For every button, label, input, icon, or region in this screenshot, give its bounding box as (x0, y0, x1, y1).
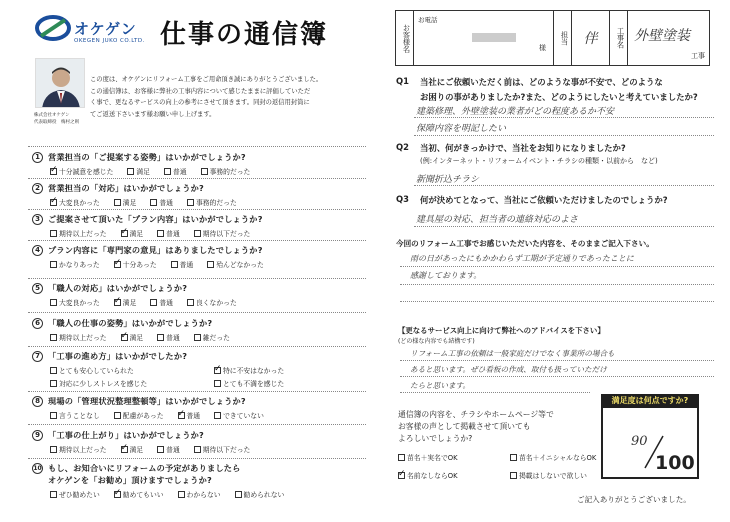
option-3[interactable]: 普通 (171, 259, 194, 269)
option-2[interactable]: ✓ 満足 (121, 228, 144, 238)
divider (28, 424, 366, 425)
option-4[interactable]: 殆んどなかった (207, 259, 264, 269)
right-question-3 (396, 194, 716, 206)
checkbox[interactable] (214, 412, 221, 419)
question-text: 何が決めてとなって、当社にご依頼いただけましたのでしょうか? (420, 195, 668, 205)
customer-info-box (395, 10, 710, 66)
question-text: プラン内容に「専門家の意見」はありましたでしょうか? (48, 245, 263, 255)
company-name: オケゲン (74, 20, 137, 38)
honorific: 様 (539, 44, 546, 52)
advice-heading: 【更なるサービス向上に向けて弊社へのアドバイスを下さい】 (398, 326, 605, 335)
question-10 (32, 463, 298, 499)
score-max: 100 (655, 452, 695, 474)
option-3[interactable]: 普通 (157, 228, 180, 238)
option-3[interactable]: 普通 (150, 297, 173, 307)
impression-answer: 感謝しております。 (410, 271, 482, 280)
impression-answer: 雨の日があったにもかかわらず工期が予定通りであったことに (410, 254, 634, 263)
question-text: 「工事の仕上がり」はいかがでしょうか? (48, 430, 204, 440)
divider (28, 391, 366, 392)
checkbox[interactable] (171, 261, 178, 268)
checkbox[interactable] (178, 491, 185, 498)
checkbox[interactable] (510, 472, 517, 479)
option-1[interactable]: ✓ 十分誠意を感じた (50, 166, 113, 176)
option-4[interactable]: 雑だった (194, 332, 230, 342)
publish-option-2[interactable]: 苗名＋イニシャルならOK (510, 452, 596, 462)
question-number: 7 (32, 351, 43, 362)
question-number: 4 (32, 245, 43, 256)
question-9 (32, 430, 264, 454)
question-text: 「工事の進め方」はいかがでしたか? (48, 351, 188, 361)
question-text-2: お困りの事がありましたか?また、どのようにしたいと考えていましたか? (420, 92, 698, 102)
question-number: 8 (32, 396, 43, 407)
option-4[interactable]: 事務的だった (201, 166, 251, 176)
answer-line (414, 226, 714, 227)
divider (28, 346, 366, 347)
page-title: 仕事の通信簿 (160, 20, 329, 50)
option-3[interactable]: 普通 (157, 444, 180, 454)
question-text: もし、お知合いにリフォームの予定がありましたら (48, 463, 241, 473)
checkbox[interactable] (50, 299, 57, 306)
checkbox[interactable] (235, 491, 242, 498)
question-number: 5 (32, 283, 43, 294)
advice-answer: リフォーム工事の依頼は一般家庭だけでなく事業所の場合も (410, 349, 615, 358)
option-1[interactable]: ぜひ勧めたい (50, 489, 100, 499)
company-name-en: OKEGEN JUKO CO.LTD. (74, 38, 145, 44)
answer-line (414, 117, 714, 118)
checkbox[interactable] (510, 454, 517, 461)
question-id: Q2 (396, 142, 409, 152)
question-id: Q3 (396, 194, 409, 204)
option-1[interactable]: 期待以上だった (50, 332, 107, 342)
answer-line (400, 376, 714, 377)
option-1[interactable]: 言うことなし (50, 410, 100, 420)
question-text: 現場の「管理状況整理整頓等」はいかがでしょうか? (48, 396, 246, 406)
option-3[interactable]: 対応に少しストレスを感じた (50, 378, 200, 388)
checkbox[interactable] (398, 472, 405, 479)
option-2[interactable]: ✓ 満足 (114, 297, 137, 307)
checkbox[interactable] (178, 412, 185, 419)
checkbox[interactable] (50, 491, 57, 498)
question-id: Q1 (396, 76, 409, 86)
checkbox[interactable] (50, 380, 57, 387)
question-number: 9 (32, 430, 43, 441)
okegen-logo-icon (35, 14, 71, 42)
advice-answer: あると思います。ぜひ看板の作成、取付も扱っていただけ (410, 365, 607, 374)
question-4 (32, 245, 278, 269)
staff-label: 担当 (560, 30, 570, 46)
answer-text: 建築修理、外壁塗装の業者がどの程度あるか不安 (416, 107, 615, 117)
customer-name-label: お客様名 (402, 23, 412, 53)
option-1[interactable]: とても安心していられた (50, 365, 200, 375)
question-number: 3 (32, 214, 43, 225)
satisfaction-score-box[interactable] (601, 394, 699, 479)
caption-person: 代表取締役 梅村之則 (34, 120, 79, 125)
option-2[interactable]: ✓ 特に不安はなかった (214, 365, 284, 375)
question-text: ご提案させて頂いた「プラン内容」はいかがでしょうか? (48, 214, 263, 224)
publish-question: 通信簿の内容を、チラシやホームページ等で お客様の声として掲載させて頂いても よろしいでしょうか? (398, 410, 554, 443)
divider (28, 278, 366, 279)
checkbox[interactable] (187, 299, 194, 306)
checkbox[interactable] (194, 446, 201, 453)
question-number: 10 (33, 465, 42, 472)
question-text: 営業担当の「ご提案する姿勢」はいかがでしょうか? (48, 152, 246, 162)
checkbox[interactable] (121, 230, 128, 237)
question-example: (例:インターネット・リフォームイベント・チラシの種類・以前から など) (420, 157, 658, 165)
checkbox[interactable] (214, 367, 221, 374)
customer-name-field[interactable] (414, 11, 554, 65)
checkbox[interactable] (214, 380, 221, 387)
divider (28, 312, 366, 313)
question-number: 1 (32, 152, 43, 163)
thank-you-note: ご記入ありがとうございました。 (577, 495, 691, 504)
publish-option-3[interactable]: ✓ 名前なしならOK (398, 470, 496, 480)
question-number: 6 (32, 318, 43, 329)
question-2 (32, 183, 251, 207)
option-2[interactable]: 配慮があった (114, 410, 164, 420)
option-2[interactable]: ✓ 満足 (121, 332, 144, 342)
advice-answer: たらと思います。 (410, 381, 471, 390)
question-text: 営業担当の「対応」はいかがでしょうか? (48, 183, 204, 193)
checkbox[interactable] (127, 168, 134, 175)
checkbox[interactable] (157, 446, 164, 453)
checkbox[interactable] (207, 261, 214, 268)
checkbox[interactable] (50, 412, 57, 419)
option-2[interactable]: ✓ 勧めてもいい (114, 489, 164, 499)
option-4[interactable]: 事務的だった (187, 197, 237, 207)
checkbox[interactable] (114, 412, 121, 419)
publish-option-4[interactable]: 掲載はしないで欲しい (510, 470, 587, 480)
question-1 (32, 152, 264, 176)
answer-line (400, 392, 590, 393)
question-5 (32, 283, 251, 307)
option-4[interactable]: 期待以下だった (194, 444, 251, 454)
checkbox[interactable] (114, 261, 121, 268)
divider (28, 458, 366, 459)
phone-label: お電話 (418, 16, 438, 24)
answer-line (400, 266, 714, 267)
answer-text: 建具屋の対応、担当者の連絡対応のよさ (416, 215, 579, 225)
option-1[interactable]: ✓ 大変良かった (50, 197, 100, 207)
checkbox[interactable] (50, 367, 57, 374)
checkbox[interactable] (121, 334, 128, 341)
question-number: 2 (32, 183, 43, 194)
divider (28, 240, 366, 241)
option-2[interactable]: ✓ 満足 (121, 444, 144, 454)
right-question-2 (396, 142, 716, 166)
answer-line (414, 135, 714, 136)
question-text-2: オケゲンを「お勧め」頂けますでしょうか? (48, 475, 212, 485)
answer-line (414, 185, 714, 186)
checkbox[interactable] (157, 334, 164, 341)
option-3[interactable]: 普通 (157, 332, 180, 342)
checkbox[interactable] (194, 334, 201, 341)
checkbox[interactable] (50, 446, 57, 453)
answer-text: 保障内容を明記したい (416, 124, 507, 134)
advice-sub: (どの様な内容でも結構です) (398, 338, 475, 345)
checkbox[interactable] (121, 446, 128, 453)
work-name: 外壁塗装 (634, 28, 690, 44)
option-1[interactable]: 期待以上だった (50, 444, 107, 454)
checkbox[interactable] (50, 261, 57, 268)
checkbox[interactable] (50, 199, 57, 206)
question-8 (32, 396, 278, 420)
work-suffix: 工事 (691, 52, 705, 60)
work-label: 工事名 (616, 27, 626, 49)
right-question-1 (396, 76, 716, 103)
option-3[interactable]: 普通 (150, 197, 173, 207)
option-4[interactable]: とても不満を感じた (214, 378, 284, 388)
checkbox[interactable] (50, 230, 57, 237)
option-3[interactable]: わからない (178, 489, 221, 499)
option-4[interactable]: 良くなかった (187, 297, 237, 307)
divider (28, 209, 366, 210)
publish-option-1[interactable]: 苗名＋実名でOK (398, 452, 496, 462)
question-text: 当初、何がきっかけで、当社をお知りになりましたか? (420, 143, 626, 153)
checkbox[interactable] (398, 454, 405, 461)
redacted-name (472, 33, 516, 42)
option-4[interactable]: 期待以下だった (194, 228, 251, 238)
option-2[interactable]: 満足 (127, 166, 150, 176)
divider (28, 178, 366, 179)
option-3[interactable]: ✓ 普通 (178, 410, 201, 420)
impression-heading: 今回のリフォーム工事でお感じいただいた内容を、そのままご記入下さい。 (396, 239, 654, 248)
option-1[interactable]: かなりあった (50, 259, 100, 269)
option-3[interactable]: 普通 (164, 166, 187, 176)
answer-line (400, 284, 714, 285)
option-1[interactable]: 期待以上だった (50, 228, 107, 238)
answer-text: 新聞折込チラシ (416, 175, 480, 185)
president-photo (35, 58, 85, 108)
checkbox[interactable] (50, 334, 57, 341)
score-value: 90 (631, 434, 648, 449)
checkbox[interactable] (164, 168, 171, 175)
caption-company: 株式会社オケゲン (34, 113, 70, 118)
option-4[interactable]: 勧められない (235, 489, 285, 499)
checkbox[interactable] (50, 168, 57, 175)
work-field[interactable] (628, 11, 709, 65)
question-3 (32, 214, 264, 238)
answer-line (400, 360, 714, 361)
question-text: 当社にご依頼いただく前は、どのような事が不安で、どのような (420, 77, 663, 87)
question-6 (32, 318, 244, 342)
checkbox[interactable] (194, 230, 201, 237)
question-text: 「職人の対応」はいかがでしょうか? (48, 283, 188, 293)
option-2[interactable]: ✓ 十分あった (114, 259, 157, 269)
option-4[interactable]: できていない (214, 410, 264, 420)
checkbox[interactable] (157, 230, 164, 237)
answer-line (400, 301, 714, 302)
checkbox[interactable] (201, 168, 208, 175)
checkbox[interactable] (150, 199, 157, 206)
divider (28, 146, 366, 147)
checkbox[interactable] (114, 299, 121, 306)
staff-name: 伴 (583, 31, 598, 47)
checkbox[interactable] (187, 199, 194, 206)
checkbox[interactable] (150, 299, 157, 306)
question-7 (32, 351, 298, 388)
checkbox[interactable] (114, 199, 121, 206)
checkbox[interactable] (114, 491, 121, 498)
staff-field[interactable] (572, 11, 610, 65)
option-2[interactable]: 満足 (114, 197, 137, 207)
score-title: 満足度は何点ですか? (601, 394, 699, 408)
question-text: 「職人の仕事の姿勢」はいかがでしょうか? (48, 318, 213, 328)
intro-text: この度は、オケゲンにリフォーム工事をご用命頂き誠にありがとうございました。 この通信簿は、お客様に弊社の工事内容について感じたままに評価していただ く事で、更なるサービスの向上の参考にさせて頂きます。同封の返信用封筒に てご返送下さいます様お願い申し上げます。 (90, 76, 323, 118)
option-1[interactable]: 大変良かった (50, 297, 100, 307)
